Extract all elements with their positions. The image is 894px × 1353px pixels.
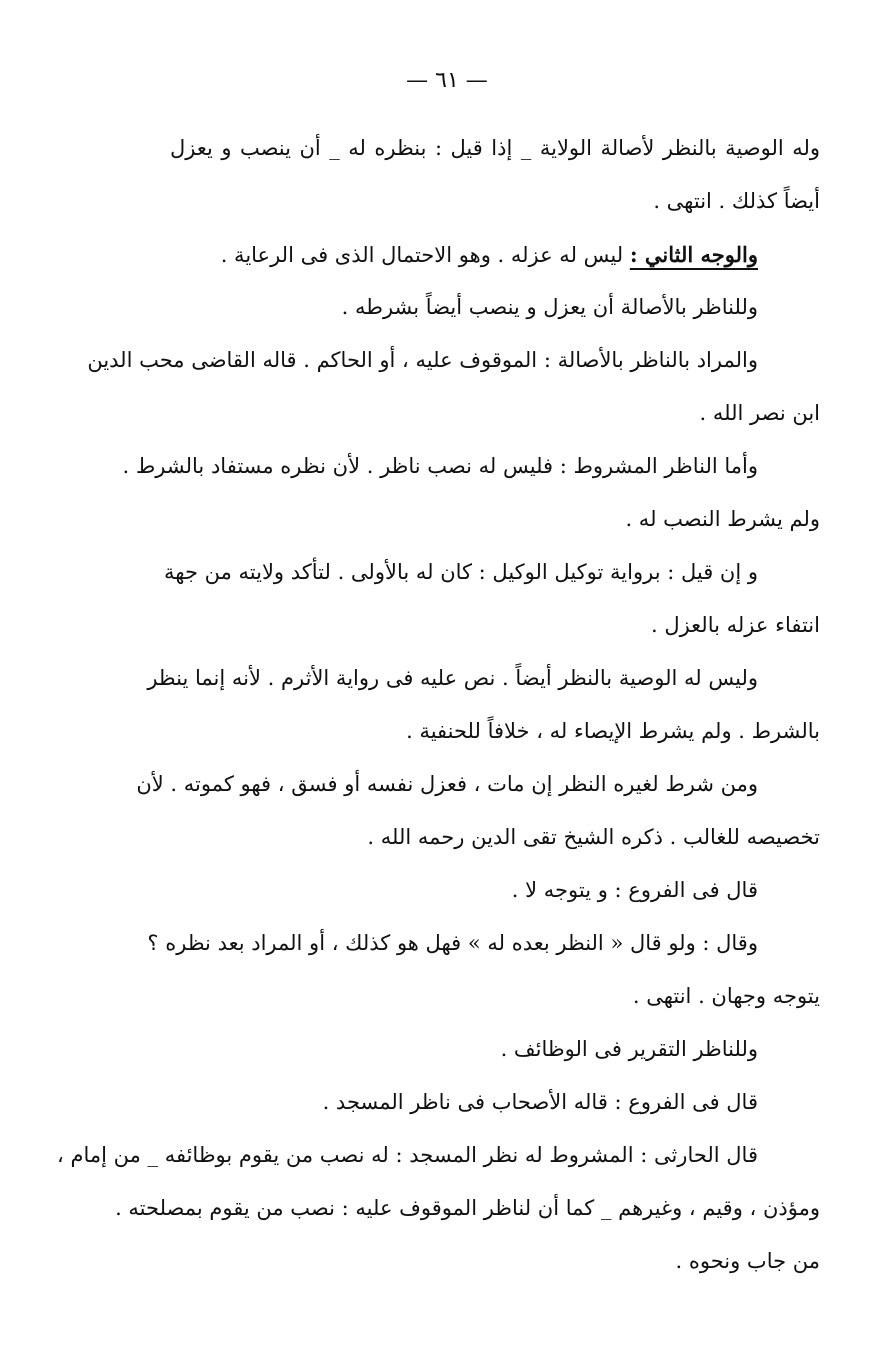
section-heading: والوجه الثاني : xyxy=(629,242,758,267)
text-line-17: يتوجه وجهان . انتهى . xyxy=(632,984,820,1008)
text-line-20: قال الحارثى : المشروط له نظر المسجد : له نصب من يقوم بوظائفه _ من إمام ، xyxy=(57,1143,758,1167)
text-line-11: وليس له الوصية بالنظر أيضاً . نص عليه فى رواية الأثرم . لأنه إنما ينظر xyxy=(147,666,758,690)
body-text xyxy=(57,122,820,1288)
text-line-3 xyxy=(170,228,820,281)
text-line-8: ولم يشرط النصب له . xyxy=(625,507,820,531)
text-line-15: قال فى الفروع : و يتوجه لا . xyxy=(511,878,758,902)
text-line-18: وللناظر التقرير فى الوظائف . xyxy=(500,1037,758,1061)
text-line-19: قال فى الفروع : قاله الأصحاب فى ناظر المسجد . xyxy=(322,1090,758,1114)
text-line-21: ومؤذن ، وقيم ، وغيرهم _ كما أن لناظر الموقوف عليه : نصب من يقوم بمصلحته . xyxy=(115,1196,820,1220)
text-line-13: ومن شرط لغيره النظر إن مات ، فعزل نفسه أو فسق ، فهو كموته . لأن xyxy=(136,772,758,796)
page-number: — ٦١ — xyxy=(406,68,488,93)
text-line-22: من جاب ونحوه . xyxy=(675,1249,820,1273)
text-line-1: وله الوصية بالنظر لأصالة الولاية _ إذا قيل : بنظره له _ أن ينصب و يعزل xyxy=(170,136,820,160)
text-line-14: تخصيصه للغالب . ذكره الشيخ تقى الدين رحمه الله . xyxy=(367,825,820,849)
text-line-4: وللناظر بالأصالة أن يعزل و ينصب أيضاً بشرطه . xyxy=(341,295,758,319)
text-line-9: و إن قيل : برواية توكيل الوكيل : كان له بالأولى . لتأكد ولايته من جهة xyxy=(164,560,758,584)
text-line-16: وقال : ولو قال « النظر بعده له » فهل هو كذلك ، أو المراد بعد نظره ؟ xyxy=(147,931,758,955)
text-line-5: والمراد بالناظر بالأصالة : الموقوف عليه ، أو الحاكم . قاله القاضى محب الدين xyxy=(87,348,758,372)
text-line-10: انتفاء عزله بالعزل . xyxy=(650,613,820,637)
text-line-2: أيضاً كذلك . انتهى . xyxy=(653,189,820,213)
text-line-6: ابن نصر الله . xyxy=(699,401,820,425)
text-line-12: بالشرط . ولم يشرط الإيصاء له ، خلافاً للحنفية . xyxy=(406,719,820,743)
text-line-7: وأما الناظر المشروط : فليس له نصب ناظر . لأن نظره مستفاد بالشرط . xyxy=(122,454,758,478)
text-line-3-content: ليس له عزله . وهو الاحتمال الذى فى الرعاية . xyxy=(220,243,624,267)
